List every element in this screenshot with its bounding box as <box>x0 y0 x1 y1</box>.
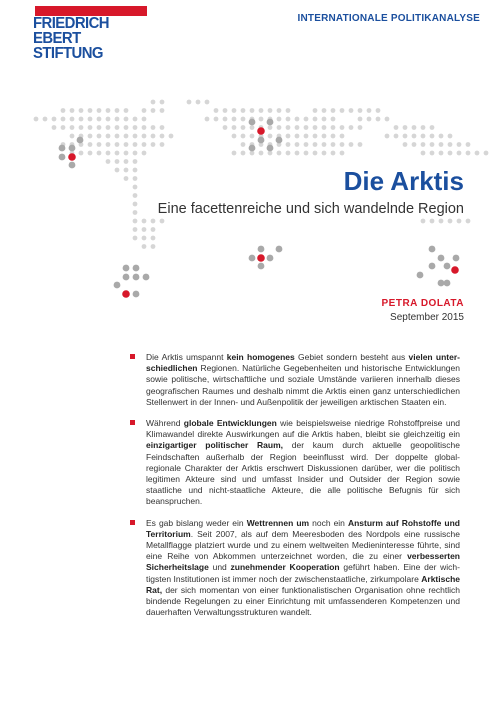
map-dot <box>115 142 120 147</box>
map-dot <box>115 151 120 156</box>
bullet-text: Es gab bislang weder ein <box>146 517 247 528</box>
map-dot-accent <box>68 153 76 161</box>
bullet-text: Die Arktis umspannt <box>146 352 227 362</box>
map-dot <box>223 125 228 130</box>
map-dot <box>457 219 462 224</box>
map-dot-highlight <box>444 263 451 270</box>
map-dot <box>133 193 138 198</box>
map-dot <box>313 134 318 139</box>
map-dot <box>133 125 138 130</box>
map-dot-highlight <box>267 119 274 126</box>
map-dot <box>115 108 120 113</box>
map-dot <box>106 117 111 122</box>
map-dot <box>43 117 48 122</box>
map-dot <box>142 151 147 156</box>
map-dot <box>79 125 84 130</box>
map-dot <box>241 117 246 122</box>
map-dot <box>232 117 237 122</box>
map-dot <box>223 117 228 122</box>
map-dot-highlight <box>438 280 445 287</box>
bullet-text: der sich momentan von einer funktionalistischen Organisation ohne rechtlich bindende Regelungen zu einer Einrichtung mit umfassenderen Kompetenzen und dauerhaften Verwaltungsstrukturen wandelt. <box>146 584 460 618</box>
map-dot <box>457 142 462 147</box>
map-dot <box>133 142 138 147</box>
map-dot <box>304 125 309 130</box>
map-dot <box>133 176 138 181</box>
map-dot <box>133 117 138 122</box>
publication-date: September 2015 <box>390 312 464 323</box>
map-dot <box>304 117 309 122</box>
map-dot <box>97 108 102 113</box>
map-dot <box>430 142 435 147</box>
bullet-text: der kaum durch aktuelle geopolitische Feindschaften außerhalb der Region beeinflusst wird. Der doppelte global-regionale Charakter der Arktis erschwert Diskussionen darüber, wer die politisch legitimen Akteure sind und umfasst Insider und Outsider der Region sowie staatliche und nicht-staatliche Akteure, die alle politische Befugnis für sich beanspruchen. <box>146 440 460 507</box>
map-dot <box>349 142 354 147</box>
map-dot <box>151 227 156 232</box>
map-dot <box>88 134 93 139</box>
map-dot <box>259 108 264 113</box>
map-dot <box>331 134 336 139</box>
map-dot <box>367 117 372 122</box>
map-dot <box>331 151 336 156</box>
map-dot <box>196 100 201 105</box>
map-dot <box>97 151 102 156</box>
map-dot-highlight <box>123 274 130 281</box>
map-dot <box>340 151 345 156</box>
map-dot <box>61 125 66 130</box>
map-dot-highlight <box>276 246 283 253</box>
bullet-emphasis: Ansturm auf Rohstoffe und Territorium <box>146 517 460 539</box>
map-dot <box>133 134 138 139</box>
map-dot <box>349 108 354 113</box>
map-dot <box>385 117 390 122</box>
map-dot <box>421 134 426 139</box>
map-dot-accent <box>257 127 265 135</box>
map-dot <box>322 134 327 139</box>
map-dot-highlight <box>444 280 451 287</box>
map-dot-highlight <box>258 246 265 253</box>
map-dot <box>124 134 129 139</box>
map-dot <box>286 151 291 156</box>
map-dot <box>115 125 120 130</box>
map-dot-highlight <box>267 145 274 152</box>
map-dot <box>295 151 300 156</box>
map-dot <box>88 117 93 122</box>
map-dot <box>205 100 210 105</box>
map-dot <box>313 117 318 122</box>
map-dot <box>151 100 156 105</box>
map-dot <box>466 151 471 156</box>
map-dot <box>439 151 444 156</box>
map-dot <box>268 108 273 113</box>
map-dot-accent <box>257 254 265 262</box>
summary-bullet <box>130 352 460 408</box>
map-dot <box>439 134 444 139</box>
map-dot <box>295 142 300 147</box>
map-dot <box>97 117 102 122</box>
map-dot <box>160 142 165 147</box>
map-dot <box>88 125 93 130</box>
map-dot <box>430 151 435 156</box>
logo-line-2: EBERT <box>33 30 81 47</box>
map-dot <box>466 219 471 224</box>
map-dot <box>133 159 138 164</box>
map-dot <box>358 108 363 113</box>
map-dot-highlight <box>453 255 460 262</box>
map-dot <box>151 134 156 139</box>
map-dot <box>340 142 345 147</box>
map-dot <box>151 219 156 224</box>
map-dot <box>79 117 84 122</box>
map-dot <box>430 134 435 139</box>
map-dot <box>286 108 291 113</box>
map-dot <box>133 219 138 224</box>
bullet-text: und <box>208 562 231 573</box>
map-dot <box>241 125 246 130</box>
map-dot <box>304 142 309 147</box>
map-dot <box>421 142 426 147</box>
map-dot-accent <box>451 266 459 274</box>
map-dot <box>214 117 219 122</box>
bullet-square-icon <box>130 354 135 359</box>
map-dot <box>250 125 255 130</box>
map-dot-highlight <box>417 272 424 279</box>
bullet-emphasis: zunehmender Kooperation <box>230 562 340 573</box>
map-dot <box>484 151 489 156</box>
map-dot-highlight <box>114 282 121 289</box>
map-dot-highlight <box>258 263 265 270</box>
bullet-text: Während <box>146 418 184 429</box>
map-dot <box>106 142 111 147</box>
map-dot-highlight <box>276 137 283 144</box>
map-dot <box>304 151 309 156</box>
map-dot <box>142 108 147 113</box>
summary-bullet <box>130 518 460 619</box>
map-dot <box>106 108 111 113</box>
map-dot <box>106 125 111 130</box>
map-dot <box>313 125 318 130</box>
map-dot-highlight <box>59 154 66 161</box>
summary-bullet <box>130 418 460 508</box>
map-dot <box>97 142 102 147</box>
map-dot <box>304 134 309 139</box>
map-dot <box>412 125 417 130</box>
map-dot <box>448 142 453 147</box>
bullet-emphasis: Wettrennen um <box>246 517 310 528</box>
map-dot <box>97 134 102 139</box>
map-dot-highlight <box>258 137 265 144</box>
map-dot <box>313 108 318 113</box>
map-dot <box>106 159 111 164</box>
map-dot-accent <box>122 290 130 298</box>
map-dot <box>313 151 318 156</box>
map-dot-highlight <box>249 255 256 262</box>
map-dot-highlight <box>249 119 256 126</box>
map-dot <box>403 125 408 130</box>
map-dot <box>106 151 111 156</box>
bullet-emphasis: kein homogenes <box>226 352 295 362</box>
bullet-emphasis: Arktische Rat, <box>146 573 460 595</box>
map-dot <box>88 108 93 113</box>
map-dot-highlight <box>438 255 445 262</box>
map-dot <box>169 134 174 139</box>
map-dot <box>241 108 246 113</box>
map-dot <box>250 108 255 113</box>
page-title: Die Arktis <box>343 166 464 196</box>
map-dot <box>142 244 147 249</box>
map-dot <box>322 117 327 122</box>
bullet-text: . Seit 2007, als auf dem Meeresboden des Nordpols eine russische Metallflagge platziert wurde und zu einem weltweiten Medieninteresse führte, sind eine Reihe von Abkommen unterzeichnet worden, die zu einer <box>146 528 460 562</box>
map-dot-highlight <box>123 265 130 272</box>
bullet-emphasis: einzigartiger politischer Raum, <box>146 440 283 451</box>
bullet-text: geführt haben. Eine der wichtigsten Institutionen ist immer noch der zwischenstaatliche, zirkumpolare <box>146 562 461 584</box>
map-dot <box>412 142 417 147</box>
map-dot <box>124 125 129 130</box>
bullet-square-icon <box>130 520 135 525</box>
map-dot <box>142 125 147 130</box>
map-dot <box>160 100 165 105</box>
map-dot <box>268 125 273 130</box>
map-dot <box>70 125 75 130</box>
map-dot <box>331 117 336 122</box>
series-label: INTERNATIONALE POLITIKANALYSE <box>297 13 480 24</box>
map-dot-highlight <box>77 137 84 144</box>
bullet-text: Gebiet sondern besteht aus <box>294 352 409 362</box>
map-dot <box>241 134 246 139</box>
map-dot <box>322 108 327 113</box>
map-dot <box>187 100 192 105</box>
map-dot <box>142 219 147 224</box>
map-dot-highlight <box>69 162 76 169</box>
map-dot <box>358 117 363 122</box>
map-dot <box>439 142 444 147</box>
map-dot <box>124 117 129 122</box>
map-dot <box>115 134 120 139</box>
map-dot <box>151 236 156 241</box>
map-dot-highlight <box>69 145 76 152</box>
map-dot <box>259 151 264 156</box>
map-dot <box>142 236 147 241</box>
map-dot <box>142 142 147 147</box>
map-dot <box>286 117 291 122</box>
map-dot <box>142 227 147 232</box>
map-dot <box>124 159 129 164</box>
map-dot <box>34 117 39 122</box>
map-dot <box>448 134 453 139</box>
map-dot <box>232 108 237 113</box>
map-dot <box>232 134 237 139</box>
map-dot <box>385 134 390 139</box>
map-dot <box>367 108 372 113</box>
map-dot <box>88 142 93 147</box>
bullet-emphasis: vielen unterschiedlichen <box>146 352 460 374</box>
summary-bullet-list <box>130 352 460 628</box>
map-dot <box>340 134 345 139</box>
map-dot <box>439 219 444 224</box>
map-dot <box>412 134 417 139</box>
map-dot <box>232 151 237 156</box>
map-dot <box>133 151 138 156</box>
bullet-text: Regionen. Natürliche Gegebenheiten und historische Entwicklungen sowie politische, wirtschaftliche und soziale Umstände variieren innerhalb dieses geografischen Raumes und deshalb nimmt die Arktis einen ganz unterschiedlichen Stellenwert in der Innen- und Außenpolitik der jeweiligen arktischen Staaten ein. <box>146 363 460 407</box>
map-dot <box>151 244 156 249</box>
map-dot <box>115 159 120 164</box>
map-dot-highlight <box>429 246 436 253</box>
bullet-emphasis: verbesserten Sicherheitslage <box>146 551 460 573</box>
map-dot <box>133 168 138 173</box>
map-dot <box>106 134 111 139</box>
map-dot <box>277 117 282 122</box>
map-dot <box>394 134 399 139</box>
map-dot <box>403 142 408 147</box>
map-dot <box>70 108 75 113</box>
map-dot <box>421 151 426 156</box>
map-dot <box>448 151 453 156</box>
map-dot <box>151 125 156 130</box>
map-dot <box>259 117 264 122</box>
map-dot <box>142 134 147 139</box>
map-dot <box>394 125 399 130</box>
map-dot-highlight <box>59 145 66 152</box>
map-dot <box>133 236 138 241</box>
map-dot <box>61 117 66 122</box>
map-dot <box>205 117 210 122</box>
map-dot <box>448 219 453 224</box>
map-dot <box>133 185 138 190</box>
map-dot-highlight <box>249 145 256 152</box>
map-dot <box>331 108 336 113</box>
map-dot <box>61 108 66 113</box>
map-dot <box>331 125 336 130</box>
map-dot <box>223 108 228 113</box>
map-dot <box>250 134 255 139</box>
map-dot <box>124 151 129 156</box>
map-dot <box>115 117 120 122</box>
map-dot <box>313 142 318 147</box>
map-dot <box>151 108 156 113</box>
map-dot <box>421 219 426 224</box>
map-dot <box>124 168 129 173</box>
map-dot <box>322 151 327 156</box>
map-dot <box>79 108 84 113</box>
map-dot <box>475 151 480 156</box>
map-dot <box>214 108 219 113</box>
logo-line-3: STIFTUNG <box>33 45 103 62</box>
map-dot <box>277 125 282 130</box>
map-dot <box>124 108 129 113</box>
map-dot <box>88 151 93 156</box>
map-dot <box>277 108 282 113</box>
map-dot-highlight <box>429 263 436 270</box>
map-dot <box>52 117 57 122</box>
map-dot <box>286 134 291 139</box>
map-dot <box>421 125 426 130</box>
map-dot-highlight <box>133 291 140 298</box>
map-dot <box>160 108 165 113</box>
map-dot <box>142 117 147 122</box>
bullet-text: noch ein <box>309 517 348 528</box>
map-dot <box>79 151 84 156</box>
map-dot-highlight <box>143 274 150 281</box>
map-dot <box>160 134 165 139</box>
map-dot <box>358 142 363 147</box>
map-dot <box>295 134 300 139</box>
bullet-text: wie beispielsweise niedrige Rohstoffpreise und Klimawandel direkte Auswirkungen auf die Arktis haben, bleibt sie gleichzeitig ein <box>146 418 460 440</box>
map-dot <box>133 227 138 232</box>
map-dot <box>322 142 327 147</box>
map-dot <box>115 168 120 173</box>
map-dot <box>232 125 237 130</box>
map-dot <box>349 125 354 130</box>
map-dot-highlight <box>133 265 140 272</box>
map-dot <box>133 210 138 215</box>
map-dot-highlight <box>133 274 140 281</box>
map-dot-highlight <box>267 255 274 262</box>
map-dot <box>286 125 291 130</box>
map-dot <box>241 142 246 147</box>
map-dot <box>151 142 156 147</box>
map-dot <box>133 202 138 207</box>
map-dot <box>124 142 129 147</box>
map-dot <box>340 125 345 130</box>
logo-line-1: FRIEDRICH <box>33 15 109 32</box>
map-dot <box>286 142 291 147</box>
map-dot <box>295 125 300 130</box>
map-dot <box>376 117 381 122</box>
map-dot <box>340 108 345 113</box>
map-dot <box>430 219 435 224</box>
map-dot <box>70 134 75 139</box>
page-subtitle: Eine facettenreiche und sich wandelnde Region <box>157 201 464 217</box>
map-dot <box>160 125 165 130</box>
map-dot <box>457 151 462 156</box>
map-dot <box>241 151 246 156</box>
map-dot <box>430 125 435 130</box>
map-dot <box>295 117 300 122</box>
map-dot <box>160 219 165 224</box>
map-dot <box>268 134 273 139</box>
map-dot <box>466 142 471 147</box>
map-dot <box>277 151 282 156</box>
map-dot <box>403 134 408 139</box>
bullet-square-icon <box>130 420 135 425</box>
map-dot <box>52 125 57 130</box>
map-dot <box>124 176 129 181</box>
map-dot <box>358 125 363 130</box>
map-dot <box>376 108 381 113</box>
author-name: PETRA DOLATA <box>381 298 464 309</box>
bullet-emphasis: globale Entwicklungen <box>183 418 277 429</box>
map-dot <box>322 125 327 130</box>
map-dot <box>97 125 102 130</box>
map-dot <box>331 142 336 147</box>
map-dot <box>70 117 75 122</box>
